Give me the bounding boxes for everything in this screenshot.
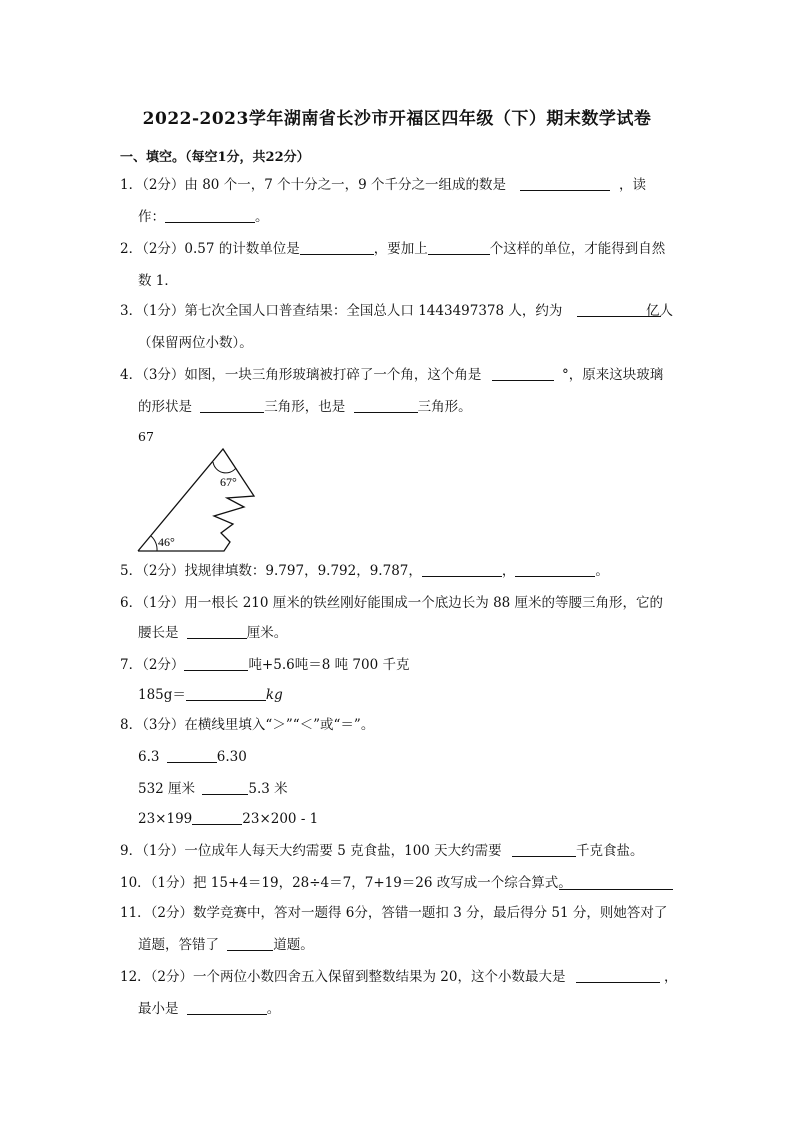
angle-bottom-label: 46°: [158, 535, 175, 549]
answer-blank[interactable]: [354, 399, 418, 413]
question-12-line2: [138, 1000, 280, 1018]
question-2-mid: ，要加上: [373, 241, 428, 257]
question-2-text: 2．（2分）0.57 的计数单位是: [120, 241, 300, 257]
question-12-end: 。: [266, 1001, 281, 1017]
answer-blank[interactable]: [187, 1001, 267, 1015]
question-9: [120, 842, 643, 860]
answer-blank[interactable]: [165, 209, 255, 223]
question-11: 11．（2分）数学竞赛中，答对一题得 6分，答错一题扣 3 分，最后得分 51 分，则她答对了: [120, 905, 668, 921]
question-5-sep: ，: [501, 563, 516, 579]
answer-blank[interactable]: [186, 687, 266, 701]
question-12-label: 最小是: [138, 1001, 179, 1017]
compare-right: 5.3 米: [248, 781, 288, 797]
question-11-end: 道题。: [273, 937, 314, 953]
question-4-mid: 三角形，也是: [264, 399, 346, 415]
compare-right: 23×200 - 1: [242, 811, 319, 827]
answer-blank[interactable]: [202, 781, 248, 795]
answer-blank[interactable]: [428, 241, 490, 255]
question-1-label: 作：: [138, 209, 165, 225]
question-11-line2: [138, 936, 314, 954]
question-7-line2: [138, 686, 283, 704]
question-6-end: 厘米。: [246, 625, 288, 641]
answer-blank[interactable]: [200, 399, 264, 413]
question-1: [120, 176, 610, 194]
question-9-text: 9．（1分）一位成年人每天大约需要 5 克食盐，100 天大约需要: [120, 843, 502, 859]
answer-blank[interactable]: [167, 749, 217, 763]
question-2-line2: 数 1．: [138, 273, 178, 289]
compare-left: 23×199: [138, 811, 193, 827]
question-1-text: 1．（2分）由 80 个一，7 个十分之一，9 个千分之一组成的数是: [120, 177, 506, 193]
question-3-tail: 亿人: [646, 303, 673, 319]
question-7-end: 吨+5.6吨＝8 吨 700 千克: [248, 657, 410, 673]
angle-top-label: 67°: [220, 475, 237, 489]
question-8-row2: [138, 780, 288, 798]
page-title: 2022-2023学年湖南省长沙市开福区四年级（下）期末数学试卷: [142, 109, 652, 129]
question-7: [120, 656, 409, 674]
answer-blank[interactable]: [184, 657, 248, 671]
question-6-line2: [138, 624, 287, 642]
question-11-label: 道题，答错了: [138, 937, 219, 953]
question-7-unit: kg: [265, 687, 283, 703]
question-4-text: 4．（3分）如图，一块三角形玻璃被打碎了一个角，这个角是: [120, 367, 482, 383]
answer-blank[interactable]: [515, 563, 595, 577]
answer-blank[interactable]: [512, 843, 576, 857]
triangle-outline: [138, 449, 254, 551]
question-5-text: 5．（2分）找规律填数：9.797，9.792，9.787，: [120, 563, 422, 579]
question-3-text: 3．（1分）第七次全国人口普查结果：全国总人口 1443497378 人，约为: [120, 303, 563, 319]
question-2-end: 个这样的单位，才能得到自然: [489, 241, 666, 257]
answer-blank[interactable]: [559, 876, 673, 890]
question-1-end: 。: [255, 209, 269, 225]
question-1-line2: [138, 208, 269, 226]
question-2: [120, 240, 665, 258]
broken-triangle-figure: [130, 440, 270, 560]
question-7-label: 185g＝: [138, 687, 186, 703]
question-7-text: 7．（2分）: [120, 657, 185, 673]
question-4: [120, 366, 554, 384]
bottom-angle-arc: [151, 536, 157, 551]
question-8: 8．（3分）在横线里填入“＞”“＜”或“＝”。: [120, 717, 375, 733]
compare-left: 6.3: [138, 749, 160, 765]
question-4-tail: °，原来这块玻璃: [562, 367, 664, 383]
question-12-text: 12．（2分）一个两位小数四舍五入保留到整数结果为 20，这个小数最大是: [120, 969, 566, 985]
compare-right: 6.30: [216, 749, 247, 765]
question-4-line2: [138, 398, 472, 416]
question-3: [120, 302, 661, 320]
question-4-end: 三角形。: [417, 399, 472, 415]
answer-blank[interactable]: [300, 241, 374, 255]
question-12-tail: ，: [664, 969, 678, 985]
answer-blank[interactable]: [492, 367, 554, 381]
question-8-row1: [138, 748, 247, 766]
answer-blank[interactable]: [187, 625, 247, 639]
answer-blank[interactable]: [422, 563, 502, 577]
question-1-tail: ，读: [619, 177, 646, 193]
question-8-row3: [138, 810, 318, 828]
question-6: 6．（1分）用一根长 210 厘米的铁丝刚好能围成一个底边长为 88 厘米的等腰三角形，它的: [120, 595, 664, 611]
question-5-end: 。: [595, 563, 609, 579]
answer-blank[interactable]: [227, 937, 273, 951]
section-heading: 一、填空。（每空1分，共22分）: [120, 150, 310, 165]
question-5: [120, 562, 609, 580]
question-9-end: 千克食盐。: [575, 843, 644, 859]
question-12: [120, 968, 660, 986]
compare-left: 532 厘米: [138, 781, 196, 797]
figure-label: 67: [138, 429, 154, 444]
answer-blank[interactable]: [520, 177, 610, 191]
question-6-label: 腰长是: [138, 625, 179, 641]
question-4-label: 的形状是: [138, 399, 192, 415]
answer-blank[interactable]: [192, 811, 242, 825]
question-3-line2: （保留两位小数）。: [138, 335, 253, 351]
question-10: 10．（1分）把 15+4＝19，28÷4＝7，7+19＝26 改写成一个综合算式。: [120, 875, 572, 891]
answer-blank[interactable]: [576, 969, 660, 983]
